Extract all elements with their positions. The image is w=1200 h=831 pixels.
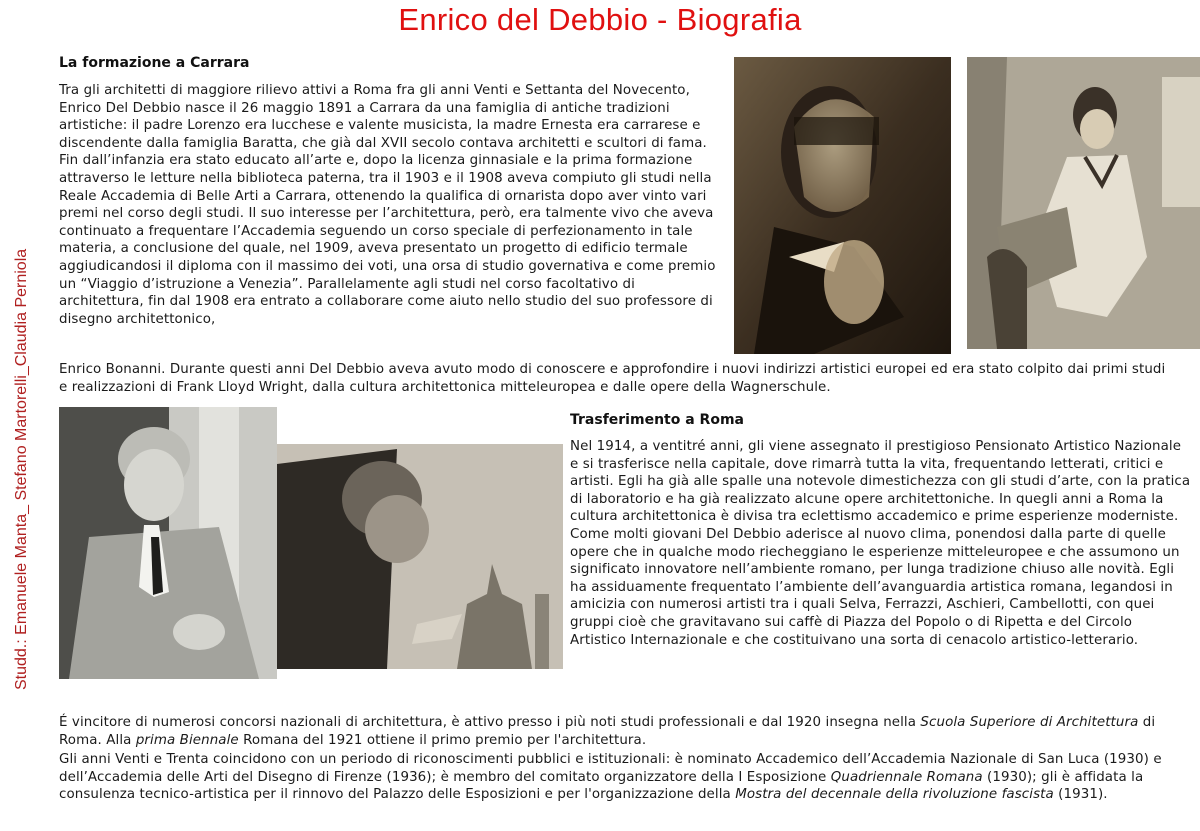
portrait-photo-sepia [734, 57, 951, 354]
paragraph-closing-1: É vincitore di numerosi concorsi nazionali di architettura, è attivo presso i più noti studi professionali e dal 1920 insegna nella Scuola Superiore di Architettura di Roma. Alla prima Biennale Romana del 1921 ottiene il primo premio per l'architettura. [59, 715, 1156, 748]
side-credit: Studd.: Emanuele Manta_ Stefano Martorelli_Claudia Perniola [13, 248, 30, 690]
paragraph-formazione-b: Enrico Bonanni. Durante questi anni Del Debbio aveva avuto modo di conoscere e approfondire i nuovi indirizzi artistici europei ed era stato colpito dai primi studi e realizzazioni di Frank Lloyd Wright, dalla cultura architettonica mitteleuropea e dalle opere della Wagnerschule. [59, 362, 1166, 395]
paragraph-closing-2: Gli anni Venti e Trenta coincidono con un periodo di riconoscimenti pubblici e istituzionali: è nominato Accademico dell’Accademia Nazionale di San Luca (1930) e dell’Accademia delle Arti del Disegno di Firenze (1936); è membro del comitato organizzatore della I Esposizione Quadriennale Romana (1930); gli è affidata la consulenza tecnico-artistica per il rinnovo del Palazzo delle Esposizioni e per l'organizzazione della Mostra del decennale della rivoluzione fascista (1931). [59, 752, 1162, 803]
section-heading-formazione: La formazione a Carrara [59, 55, 250, 71]
section-heading-trasferimento: Trasferimento a Roma [570, 412, 744, 428]
paragraph-trasferimento: Nel 1914, a ventitré anni, gli viene assegnato il prestigioso Pensionato Artistico Nazionale e si trasferisce nella capitale, dove rimarrà tutta la vita, frequentando letterati, critici e artisti. Egli ha già alle spalle una notevole dimestichezza con gli studi d’arte, con la pratica di laboratorio e ha già realizzato alcune opere architettoniche. In quegli anni a Roma la cultura architettonica è divisa tra eclettismo accademico e prime esperienze moderniste. Come molti giovani Del Debbio aderisce al nuovo clima, ponendosi dalla parte di quelle opere che in qualche modo riecheggiano le esperienze mitteleuropee e che assumono un significato innovatore nell’ambiente romano, per lunga tradizione chiuso alle novità. Egli ha assiduamente frequentato l’ambiente dell’avanguardia artistica romana, legandosi in amicizia con numerosi artisti tra i quali Selva, Ferrazzi, Aschieri, Cambellotti, con quei gruppi cioè che gravitavano sui caffè di Piazza del Popolo o di Ripetta e del Circolo Artistico Internazionale e che costituivano una sorta di cenacolo artistico-letterario. [570, 439, 1191, 648]
older-portrait-photo [59, 407, 277, 679]
young-portrait-photo [967, 57, 1200, 349]
paragraph-formazione-a: Tra gli architetti di maggiore rilievo attivi a Roma fra gli anni Venti e Settanta del Novecento, Enrico Del Debbio nasce il 26 maggio 1891 a Carrara da una famiglia di antiche tradizioni artistiche: il padre Lorenzo era lucchese e valente musicista, la madre Ernesta era carrarese e discendente dalla famiglia Baratta, che già dal XVII secolo contava architetti e scultori di fama. Fin dall’infanzia era stato educato all’arte e, dopo la licenza ginnasiale e la prima formazione attraverso le letture nella biblioteca paterna, tra il 1903 e il 1908 aveva compiuto gli studi nella Reale Accademia di Belle Arti a Carrara, ottenendo la qualifica di ornarista dopo aver vinto vari premi nel corso degli studi. Il suo interesse per l’architettura, però, era talmente vivo che aveva continuato a frequentare l’Accademia seguendo un corso speciale di perfezionamento in tale materia, a conclusione del quale, nel 1909, aveva presentato un progetto di edificio termale aggiudicandosi il diploma con il massimo dei voti, una orsa di studio governativa e come premio un “Viaggio d’istruzione a Venezia”. Parallelamente agli studi nel corso facoltativo di architettura, fin dal 1908 era entrato a collaborare come aiuto nello studio del suo professore di disegno architettonico, [59, 83, 716, 327]
page-title: Enrico del Debbio - Biografia [398, 2, 802, 37]
drawing-photo [277, 444, 563, 669]
